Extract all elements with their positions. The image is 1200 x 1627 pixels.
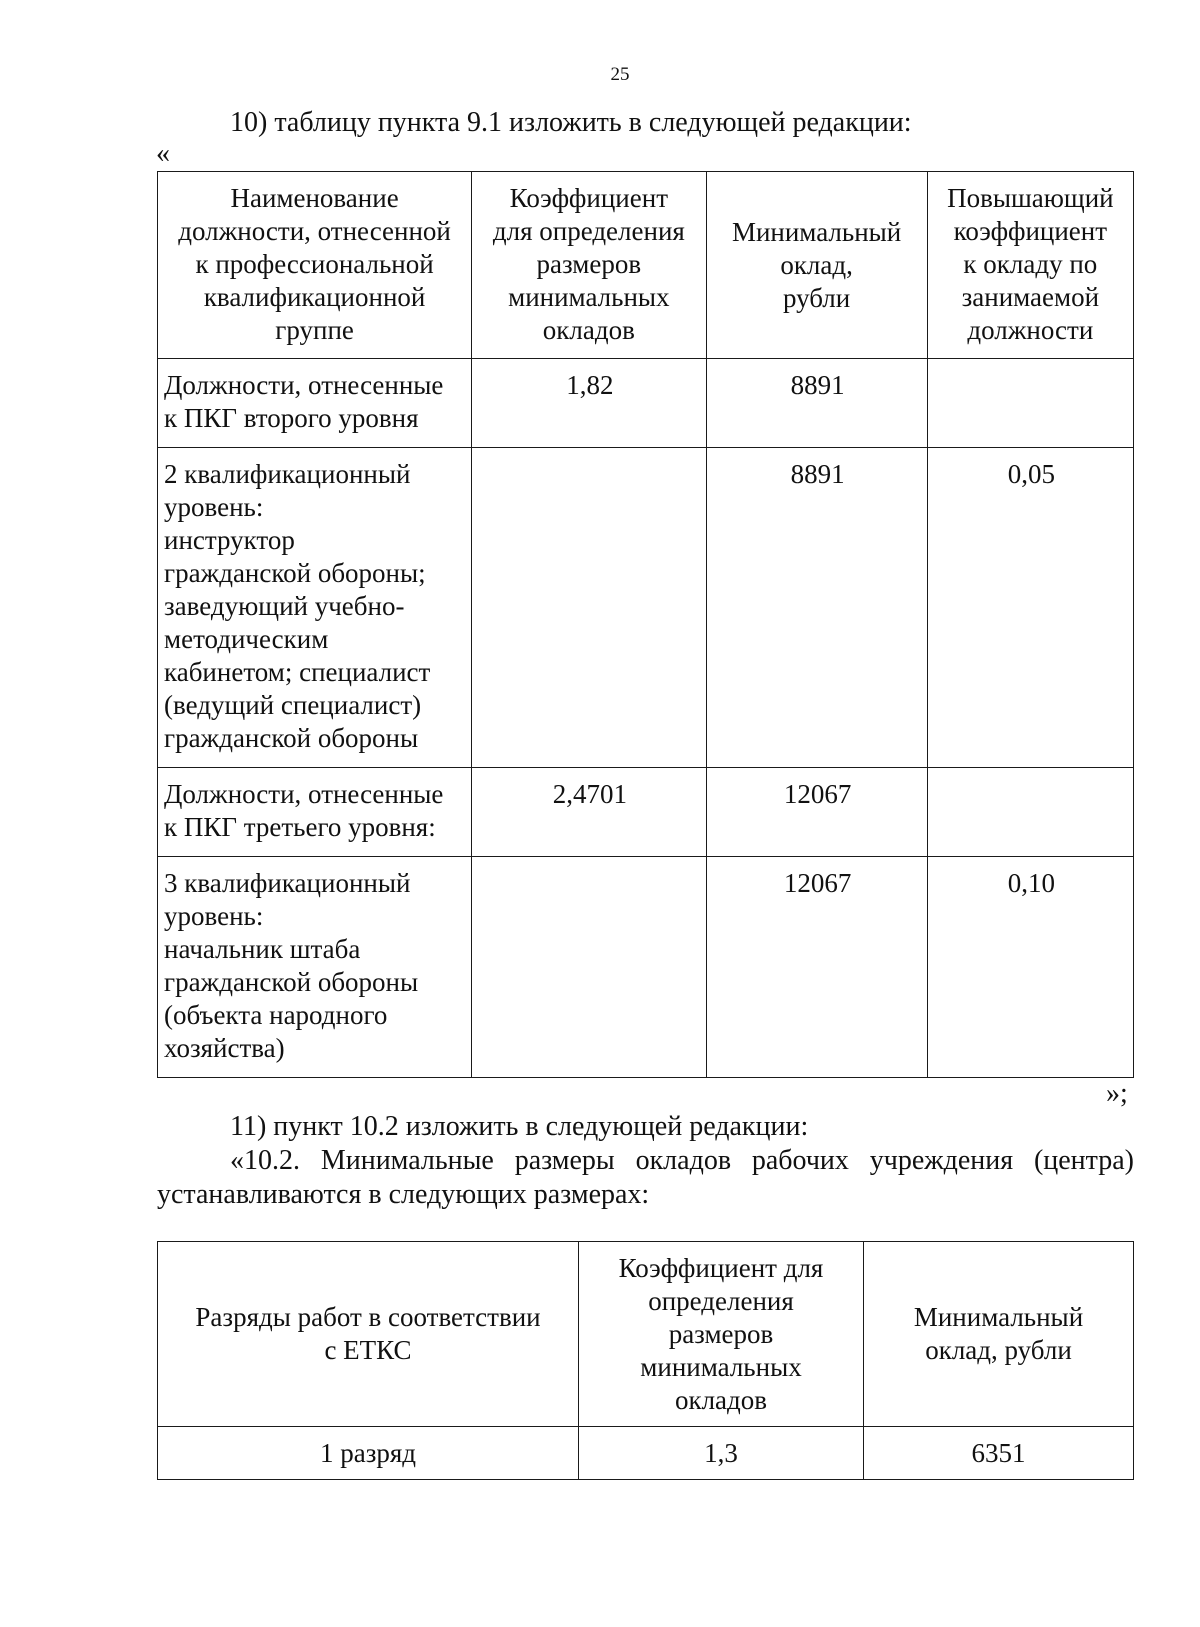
table-row bbox=[158, 359, 1134, 448]
cell-coefficient: 2,4701 bbox=[472, 768, 706, 857]
header-coefficient: Коэффициент для определения размеров минимальных окладов bbox=[472, 172, 706, 359]
cell-position-name: 3 квалификационный уровень: начальник штаба гражданской обороны (объекта народного хозяйства) bbox=[158, 857, 472, 1078]
cell-raise-coefficient: 0,05 bbox=[927, 448, 1133, 768]
cell-work-grade: 1 разряд bbox=[158, 1427, 579, 1480]
cell-raise-coefficient: 0,10 bbox=[927, 857, 1133, 1078]
header-min-salary: Минимальный оклад, рубли bbox=[706, 172, 927, 359]
header-coefficient: Коэффициент для определения размеров минимальных окладов bbox=[579, 1242, 864, 1427]
cell-min-salary: 12067 bbox=[706, 768, 927, 857]
cell-min-salary: 8891 bbox=[706, 448, 927, 768]
table-header-row bbox=[158, 1242, 1134, 1427]
cell-coefficient: 1,3 bbox=[579, 1427, 864, 1480]
amendment-11-text: 11) пункт 10.2 изложить в следующей редакции: bbox=[230, 1111, 809, 1142]
table-row bbox=[158, 768, 1134, 857]
cell-min-salary: 8891 bbox=[706, 359, 927, 448]
header-raise-coefficient: Повышающий коэффициент к окладу по занимаемой должности bbox=[927, 172, 1133, 359]
cell-position-name: Должности, отнесенные к ПКГ третьего уровня: bbox=[158, 768, 472, 857]
table-row bbox=[158, 448, 1134, 768]
clause-10-2-text: «10.2. Минимальные размеры окладов рабочих учреждения (центра) устанавливаются в следующих размерах: bbox=[157, 1145, 1134, 1210]
worker-grades-table bbox=[157, 1241, 1134, 1480]
amendment-10-text: 10) таблицу пункта 9.1 изложить в следующей редакции: bbox=[230, 107, 912, 138]
cell-coefficient: 1,82 bbox=[472, 359, 706, 448]
cell-position-name: Должности, отнесенные к ПКГ второго уровня bbox=[158, 359, 472, 448]
closing-quote: »; bbox=[1106, 1078, 1128, 1109]
cell-coefficient bbox=[472, 448, 706, 768]
cell-coefficient bbox=[472, 857, 706, 1078]
header-work-grade: Разряды работ в соответствии с ЕТКС bbox=[158, 1242, 579, 1427]
header-position-name: Наименование должности, отнесенной к профессиональной квалификационной группе bbox=[158, 172, 472, 359]
cell-min-salary: 12067 bbox=[706, 857, 927, 1078]
table-header-row bbox=[158, 172, 1134, 359]
cell-position-name: 2 квалификационный уровень: инструктор гражданской обороны; заведующий учебно- методическим кабинетом; специалист (ведущий специалист) гражданской обороны bbox=[158, 448, 472, 768]
cell-raise-coefficient bbox=[927, 768, 1133, 857]
table-row bbox=[158, 1427, 1134, 1480]
header-min-salary: Минимальный оклад, рубли bbox=[864, 1242, 1134, 1427]
positions-table bbox=[157, 171, 1134, 1078]
table-row bbox=[158, 857, 1134, 1078]
opening-quote: « bbox=[156, 138, 170, 169]
page-number: 25 bbox=[610, 64, 630, 85]
cell-raise-coefficient bbox=[927, 359, 1133, 448]
cell-min-salary: 6351 bbox=[864, 1427, 1134, 1480]
